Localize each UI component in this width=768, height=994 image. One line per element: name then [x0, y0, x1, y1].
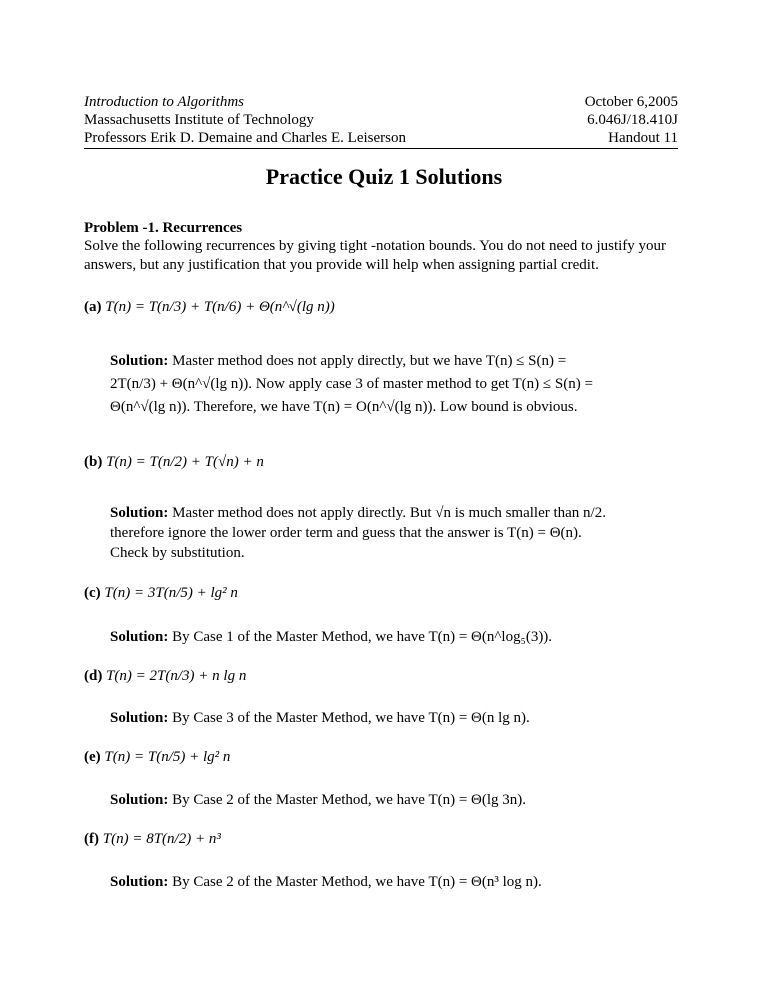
recurrence: T(n) = 2T(n/3) + n lg n	[106, 668, 247, 684]
course-name: Introduction to Algorithms	[84, 94, 245, 110]
recurrence: T(n) = 8T(n/2) + n³	[102, 831, 221, 847]
recurrence: T(n) = T(n/5) + lg² n	[104, 749, 231, 765]
part-f-recurrence	[84, 830, 221, 849]
solution-line: 2T(n/3) + Θ(n^√(lg n)). Now apply case 3 of master method to get T(n) ≤ S(n) =	[110, 376, 593, 392]
part-f-solution	[110, 873, 688, 892]
solution-label: Solution:	[110, 353, 169, 369]
header-rule	[84, 148, 678, 149]
date: October 6,2005	[584, 94, 678, 110]
recurrence: T(n) = T(n/2) + T(√n) + n	[106, 454, 264, 470]
solution-line: By Case 1 of the Master Method, we have T(n) = Θ(n^log₅(3)).	[172, 629, 553, 645]
part-a-recurrence	[84, 298, 335, 317]
problem-intro: Solve the following recurrences by giving tight -notation bounds. You do not need to justify your answers, but any justification that you provide will help when assigning partial credit.	[84, 238, 667, 273]
part-e-recurrence	[84, 748, 230, 767]
solution-line: By Case 2 of the Master Method, we have T(n) = Θ(n³ log n).	[172, 874, 542, 890]
solution-line: Θ(n^√(lg n)). Therefore, we have T(n) = O(n^√(lg n)). Low bound is obvious.	[110, 399, 578, 415]
part-b-recurrence	[84, 453, 264, 472]
header-right	[585, 93, 678, 147]
part-label: (c)	[84, 585, 101, 601]
solution-label: Solution:	[110, 505, 169, 521]
course-number: 6.046J/18.410J	[587, 112, 678, 128]
solution-line: Check by substitution.	[110, 545, 245, 561]
part-b-solution	[110, 503, 688, 563]
part-d-recurrence	[84, 667, 246, 686]
part-c-recurrence	[84, 584, 238, 603]
page-title: Practice Quiz 1 Solutions	[265, 164, 503, 189]
institute-name: Massachusetts Institute of Technology	[84, 112, 314, 128]
part-label: (b)	[84, 454, 103, 470]
solution-label: Solution:	[110, 629, 169, 645]
solution-line: Master method does not apply directly. But √n is much smaller than n/2.	[172, 505, 606, 521]
part-e-solution	[110, 791, 688, 810]
part-label: (f)	[84, 831, 99, 847]
problem-heading: Problem -1. Recurrences	[84, 220, 243, 236]
handout-number: Handout 11	[608, 130, 678, 146]
recurrence: T(n) = 3T(n/5) + lg² n	[104, 585, 238, 601]
solution-line: By Case 3 of the Master Method, we have T(n) = Θ(n lg n).	[172, 710, 530, 726]
header-left	[84, 93, 406, 147]
professors: Professors Erik D. Demaine and Charles E. Leiserson	[84, 130, 407, 146]
solution-line: therefore ignore the lower order term and guess that the answer is T(n) = Θ(n).	[110, 525, 582, 541]
solution-label: Solution:	[110, 792, 169, 808]
part-d-solution	[110, 709, 688, 728]
part-c-solution	[110, 628, 688, 647]
solution-line: By Case 2 of the Master Method, we have T(n) = Θ(lg 3n).	[172, 792, 527, 808]
solution-line: Master method does not apply directly, but we have T(n) ≤ S(n) =	[172, 353, 567, 369]
recurrence: T(n) = T(n/3) + T(n/6) + Θ(n^√(lg n))	[105, 299, 335, 315]
part-label: (e)	[84, 749, 101, 765]
solution-label: Solution:	[110, 874, 169, 890]
part-a-solution	[110, 350, 688, 419]
part-label: (d)	[84, 668, 103, 684]
part-label: (a)	[84, 299, 102, 315]
solution-label: Solution:	[110, 710, 169, 726]
